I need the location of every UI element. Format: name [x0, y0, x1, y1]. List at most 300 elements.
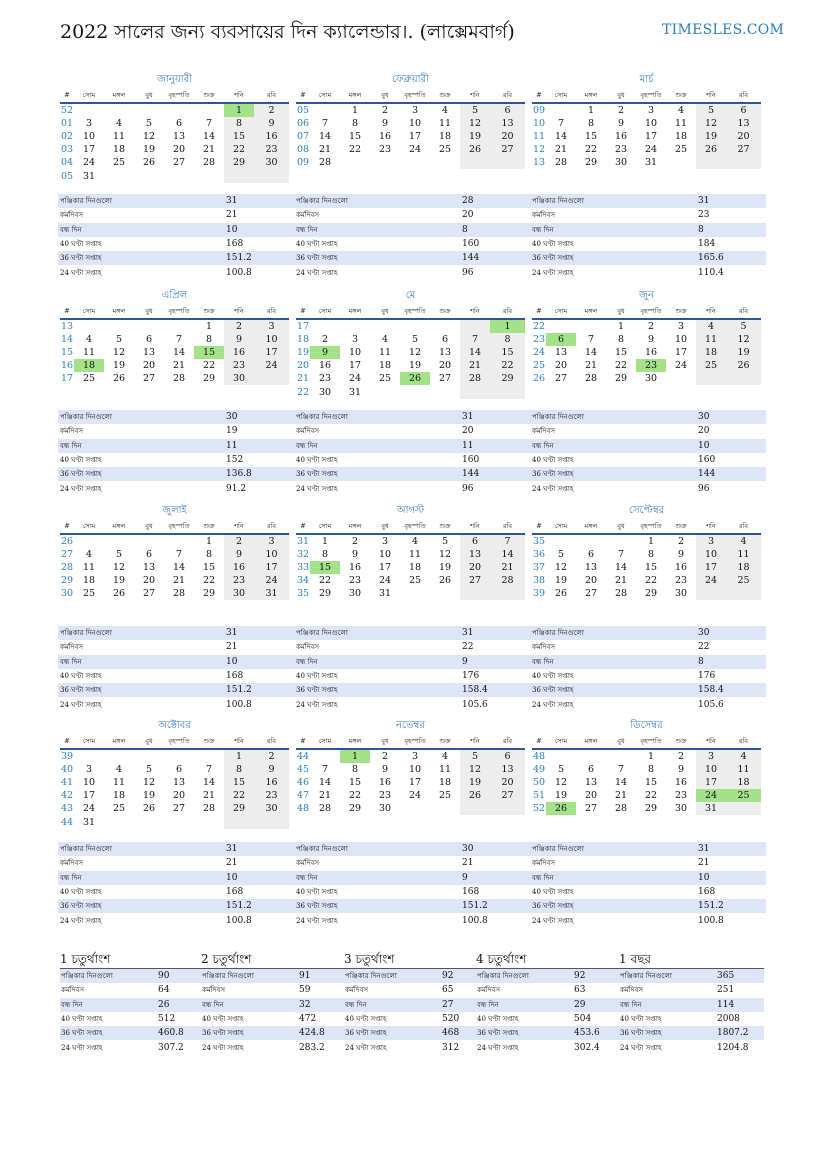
day-cell[interactable]: 11 — [112, 131, 126, 143]
day-cell[interactable]: 27 — [172, 157, 186, 169]
day-cell[interactable]: 15 — [224, 776, 254, 789]
day-cell[interactable]: 25 — [408, 575, 422, 587]
day-cell[interactable]: 8 — [617, 334, 625, 346]
day-cell[interactable]: 14 — [614, 777, 628, 789]
month-name[interactable]: অক্টোবর — [158, 720, 191, 731]
day-cell[interactable]: 2 — [351, 536, 359, 548]
day-cell[interactable]: 13 — [142, 347, 156, 359]
day-cell[interactable]: 3 — [411, 751, 419, 763]
day-cell[interactable]: 23 — [636, 359, 666, 372]
day-cell[interactable]: 18 — [726, 561, 761, 574]
day-cell[interactable]: 28 — [318, 803, 332, 815]
day-cell[interactable]: 29 — [644, 803, 658, 815]
day-cell[interactable]: 15 — [310, 561, 340, 574]
day-cell[interactable]: 18 — [408, 562, 422, 574]
day-cell[interactable]: 9 — [677, 764, 685, 776]
day-cell[interactable]: 6 — [490, 749, 525, 763]
day-cell[interactable]: 20 — [438, 360, 452, 372]
day-cell[interactable]: 24 — [696, 789, 726, 802]
day-cell[interactable]: 17 — [696, 776, 726, 789]
day-cell[interactable]: 19 — [142, 144, 156, 156]
day-cell[interactable]: 1 — [224, 103, 254, 117]
day-cell[interactable]: 6 — [145, 334, 153, 346]
day-cell[interactable]: 24 — [696, 574, 726, 587]
day-cell[interactable]: 4 — [115, 764, 123, 776]
day-cell[interactable]: 19 — [142, 790, 156, 802]
day-cell[interactable]: 10 — [408, 764, 422, 776]
day-cell[interactable]: 25 — [696, 359, 726, 372]
day-cell[interactable]: 27 — [142, 588, 156, 600]
day-cell[interactable]: 12 — [554, 562, 568, 574]
day-cell[interactable]: 5 — [557, 549, 565, 561]
day-cell[interactable]: 12 — [408, 347, 422, 359]
day-cell[interactable]: 6 — [441, 334, 449, 346]
day-cell[interactable]: 22 — [202, 360, 216, 372]
day-cell[interactable]: 22 — [202, 575, 216, 587]
day-cell[interactable]: 16 — [674, 777, 688, 789]
day-cell[interactable]: 8 — [351, 118, 359, 130]
day-cell[interactable]: 23 — [224, 359, 254, 372]
day-cell[interactable]: 17 — [696, 561, 726, 574]
day-cell[interactable]: 2 — [254, 749, 289, 763]
day-cell[interactable]: 28 — [490, 574, 525, 587]
day-cell[interactable]: 5 — [441, 536, 449, 548]
day-cell[interactable]: 22 — [348, 144, 362, 156]
day-cell[interactable]: 25 — [438, 790, 452, 802]
day-cell[interactable]: 23 — [614, 144, 628, 156]
day-cell[interactable]: 27 — [172, 803, 186, 815]
day-cell[interactable]: 29 — [584, 157, 598, 169]
day-cell[interactable]: 3 — [85, 118, 93, 130]
day-cell[interactable]: 28 — [584, 373, 598, 385]
day-cell[interactable]: 29 — [614, 373, 628, 385]
day-cell[interactable]: 13 — [172, 131, 186, 143]
day-cell[interactable]: 9 — [254, 117, 289, 130]
day-cell[interactable]: 8 — [205, 334, 213, 346]
day-cell[interactable]: 11 — [438, 118, 452, 130]
day-cell[interactable]: 23 — [318, 373, 332, 385]
day-cell[interactable]: 21 — [584, 360, 598, 372]
day-cell[interactable]: 9 — [351, 549, 359, 561]
day-cell[interactable]: 16 — [644, 347, 658, 359]
day-cell[interactable]: 22 — [644, 575, 658, 587]
brand-logo[interactable]: TIMESLES.COM — [662, 22, 785, 38]
day-cell[interactable]: 7 — [460, 333, 490, 346]
day-cell[interactable]: 7 — [175, 334, 183, 346]
day-cell[interactable]: 26 — [142, 157, 156, 169]
day-cell[interactable]: 29 — [202, 588, 216, 600]
day-cell[interactable]: 28 — [172, 373, 186, 385]
day-cell[interactable]: 10 — [696, 763, 726, 776]
day-cell[interactable]: 21 — [202, 144, 216, 156]
day-cell[interactable]: 14 — [554, 131, 568, 143]
day-cell[interactable]: 17 — [254, 561, 289, 574]
day-cell[interactable]: 22 — [348, 790, 362, 802]
day-cell[interactable]: 9 — [647, 334, 655, 346]
day-cell[interactable]: 31 — [254, 587, 289, 600]
day-cell[interactable]: 11 — [726, 763, 761, 776]
day-cell[interactable]: 31 — [348, 386, 362, 398]
day-cell[interactable]: 13 — [554, 347, 568, 359]
day-cell[interactable]: 9 — [677, 549, 685, 561]
day-cell[interactable]: 9 — [254, 763, 289, 776]
day-cell[interactable]: 7 — [205, 118, 213, 130]
day-cell[interactable]: 15 — [348, 777, 362, 789]
day-cell[interactable]: 15 — [202, 562, 216, 574]
day-cell[interactable]: 7 — [321, 764, 329, 776]
day-cell[interactable]: 2 — [677, 751, 685, 763]
day-cell[interactable]: 18 — [726, 776, 761, 789]
day-cell[interactable]: 10 — [254, 333, 289, 346]
day-cell[interactable]: 21 — [172, 575, 186, 587]
day-cell[interactable]: 4 — [441, 105, 449, 117]
day-cell[interactable]: 19 — [112, 575, 126, 587]
day-cell[interactable]: 7 — [617, 549, 625, 561]
day-cell[interactable]: 22 — [318, 575, 332, 587]
day-cell[interactable]: 3 — [381, 536, 389, 548]
day-cell[interactable]: 7 — [587, 334, 595, 346]
day-cell[interactable]: 5 — [115, 334, 123, 346]
day-cell[interactable]: 20 — [172, 790, 186, 802]
day-cell[interactable]: 15 — [584, 131, 598, 143]
day-cell[interactable]: 5 — [145, 118, 153, 130]
day-cell[interactable]: 23 — [378, 790, 392, 802]
day-cell[interactable]: 29 — [490, 372, 525, 385]
day-cell[interactable]: 11 — [378, 347, 392, 359]
day-cell[interactable]: 29 — [202, 373, 216, 385]
month-name[interactable]: নভেম্বর — [396, 720, 425, 731]
day-cell[interactable]: 26 — [460, 143, 490, 156]
day-cell[interactable]: 3 — [677, 321, 685, 333]
day-cell[interactable]: 21 — [318, 144, 332, 156]
day-cell[interactable]: 13 — [490, 763, 525, 776]
day-cell[interactable]: 17 — [348, 360, 362, 372]
day-cell[interactable]: 28 — [614, 803, 628, 815]
day-cell[interactable]: 29 — [224, 156, 254, 169]
day-cell[interactable]: 31 — [644, 157, 658, 169]
day-cell[interactable]: 8 — [587, 118, 595, 130]
day-cell[interactable]: 10 — [348, 347, 362, 359]
day-cell[interactable]: 21 — [614, 790, 628, 802]
day-cell[interactable]: 20 — [490, 776, 525, 789]
day-cell[interactable]: 1 — [224, 749, 254, 763]
day-cell[interactable]: 17 — [82, 144, 96, 156]
day-cell[interactable]: 1 — [351, 105, 359, 117]
day-cell[interactable]: 27 — [438, 373, 452, 385]
day-cell[interactable]: 5 — [411, 334, 419, 346]
day-cell[interactable]: 1 — [647, 536, 655, 548]
day-cell[interactable]: 11 — [438, 764, 452, 776]
day-cell[interactable]: 18 — [378, 360, 392, 372]
day-cell[interactable]: 14 — [318, 131, 332, 143]
day-cell[interactable]: 16 — [224, 561, 254, 574]
month-name[interactable]: ফেব্রুয়ারী — [392, 74, 429, 85]
day-cell[interactable]: 13 — [584, 777, 598, 789]
day-cell[interactable]: 12 — [142, 131, 156, 143]
day-cell[interactable]: 28 — [202, 803, 216, 815]
day-cell[interactable]: 22 — [224, 143, 254, 156]
day-cell[interactable]: 4 — [677, 105, 685, 117]
day-cell[interactable]: 5 — [115, 549, 123, 561]
day-cell[interactable]: 10 — [644, 118, 658, 130]
day-cell[interactable]: 19 — [112, 360, 126, 372]
day-cell[interactable]: 30 — [224, 372, 254, 385]
day-cell[interactable]: 27 — [142, 373, 156, 385]
day-cell[interactable]: 8 — [647, 764, 655, 776]
day-cell[interactable]: 17 — [674, 347, 688, 359]
day-cell[interactable]: 20 — [142, 575, 156, 587]
day-cell[interactable]: 6 — [175, 764, 183, 776]
day-cell[interactable]: 18 — [438, 777, 452, 789]
day-cell[interactable]: 28 — [202, 157, 216, 169]
day-cell[interactable]: 21 — [554, 144, 568, 156]
day-cell[interactable]: 30 — [614, 157, 628, 169]
day-cell[interactable]: 17 — [82, 790, 96, 802]
day-cell[interactable]: 21 — [202, 790, 216, 802]
day-cell[interactable]: 11 — [82, 347, 96, 359]
day-cell[interactable]: 29 — [224, 802, 254, 815]
day-cell[interactable]: 13 — [172, 777, 186, 789]
day-cell[interactable]: 24 — [82, 157, 96, 169]
day-cell[interactable]: 25 — [82, 373, 96, 385]
day-cell[interactable]: 10 — [254, 548, 289, 561]
day-cell[interactable]: 7 — [205, 764, 213, 776]
day-cell[interactable]: 13 — [460, 548, 490, 561]
day-cell[interactable]: 24 — [378, 575, 392, 587]
day-cell[interactable]: 12 — [696, 117, 726, 130]
day-cell[interactable]: 16 — [378, 777, 392, 789]
day-cell[interactable]: 21 — [318, 790, 332, 802]
day-cell[interactable]: 16 — [254, 776, 289, 789]
day-cell[interactable]: 14 — [614, 562, 628, 574]
day-cell[interactable]: 14 — [202, 777, 216, 789]
day-cell[interactable]: 23 — [254, 789, 289, 802]
day-cell[interactable]: 16 — [348, 562, 362, 574]
day-cell[interactable]: 21 — [172, 360, 186, 372]
day-cell[interactable]: 15 — [644, 562, 658, 574]
day-cell[interactable]: 20 — [584, 790, 598, 802]
day-cell[interactable]: 27 — [726, 143, 761, 156]
month-name[interactable]: ডিসেম্বর — [630, 720, 663, 731]
day-cell[interactable]: 17 — [408, 777, 422, 789]
day-cell[interactable]: 18 — [112, 144, 126, 156]
day-cell[interactable]: 27 — [490, 789, 525, 802]
day-cell[interactable]: 4 — [85, 549, 93, 561]
day-cell[interactable]: 9 — [381, 764, 389, 776]
day-cell[interactable]: 2 — [381, 751, 389, 763]
day-cell[interactable]: 18 — [112, 790, 126, 802]
month-name[interactable]: এপ্রিল — [161, 290, 188, 301]
day-cell[interactable]: 11 — [696, 333, 726, 346]
day-cell[interactable]: 7 — [175, 549, 183, 561]
day-cell[interactable]: 23 — [348, 575, 362, 587]
day-cell[interactable]: 8 — [224, 763, 254, 776]
day-cell[interactable]: 2 — [224, 319, 254, 333]
day-cell[interactable]: 20 — [726, 130, 761, 143]
day-cell[interactable]: 17 — [254, 346, 289, 359]
day-cell[interactable]: 26 — [726, 359, 761, 372]
day-cell[interactable]: 19 — [408, 360, 422, 372]
day-cell[interactable]: 20 — [554, 360, 568, 372]
day-cell[interactable]: 25 — [726, 789, 761, 802]
day-cell[interactable]: 1 — [205, 321, 213, 333]
day-cell[interactable]: 15 — [348, 131, 362, 143]
day-cell[interactable]: 14 — [172, 347, 186, 359]
day-cell[interactable]: 20 — [460, 561, 490, 574]
day-cell[interactable]: 26 — [112, 588, 126, 600]
day-cell[interactable]: 8 — [490, 333, 525, 346]
day-cell[interactable]: 13 — [438, 347, 452, 359]
day-cell[interactable]: 29 — [644, 588, 658, 600]
day-cell[interactable]: 2 — [617, 105, 625, 117]
day-cell[interactable]: 3 — [696, 534, 726, 548]
day-cell[interactable]: 6 — [587, 764, 595, 776]
day-cell[interactable]: 14 — [460, 346, 490, 359]
day-cell[interactable]: 8 — [205, 549, 213, 561]
day-cell[interactable]: 24 — [254, 359, 289, 372]
day-cell[interactable]: 4 — [411, 536, 419, 548]
day-cell[interactable]: 1 — [340, 749, 370, 763]
day-cell[interactable]: 16 — [318, 360, 332, 372]
day-cell[interactable]: 21 — [490, 561, 525, 574]
day-cell[interactable]: 15 — [224, 130, 254, 143]
day-cell[interactable]: 4 — [696, 319, 726, 333]
day-cell[interactable]: 10 — [696, 548, 726, 561]
day-cell[interactable]: 24 — [674, 360, 688, 372]
day-cell[interactable]: 11 — [82, 562, 96, 574]
day-cell[interactable]: 30 — [674, 588, 688, 600]
day-cell[interactable]: 5 — [460, 103, 490, 117]
day-cell[interactable]: 1 — [205, 536, 213, 548]
day-cell[interactable]: 12 — [112, 562, 126, 574]
day-cell[interactable]: 19 — [696, 130, 726, 143]
day-cell[interactable]: 23 — [254, 143, 289, 156]
day-cell[interactable]: 12 — [554, 777, 568, 789]
day-cell[interactable]: 26 — [460, 789, 490, 802]
day-cell[interactable]: 1 — [490, 319, 525, 333]
day-cell[interactable]: 5 — [557, 764, 565, 776]
day-cell[interactable]: 23 — [224, 574, 254, 587]
day-cell[interactable]: 17 — [644, 131, 658, 143]
day-cell[interactable]: 24 — [254, 574, 289, 587]
day-cell[interactable]: 30 — [254, 156, 289, 169]
day-cell[interactable]: 27 — [584, 588, 598, 600]
day-cell[interactable]: 14 — [490, 548, 525, 561]
day-cell[interactable]: 1 — [587, 105, 595, 117]
day-cell[interactable]: 24 — [408, 790, 422, 802]
day-cell[interactable]: 20 — [490, 130, 525, 143]
day-cell[interactable]: 27 — [490, 143, 525, 156]
day-cell[interactable]: 19 — [460, 776, 490, 789]
day-cell[interactable]: 23 — [674, 790, 688, 802]
day-cell[interactable]: 7 — [617, 764, 625, 776]
day-cell[interactable]: 30 — [378, 803, 392, 815]
day-cell[interactable]: 22 — [490, 359, 525, 372]
day-cell[interactable]: 4 — [381, 334, 389, 346]
day-cell[interactable]: 8 — [224, 117, 254, 130]
day-cell[interactable]: 26 — [112, 373, 126, 385]
day-cell[interactable]: 2 — [381, 105, 389, 117]
day-cell[interactable]: 4 — [441, 751, 449, 763]
day-cell[interactable]: 1 — [647, 751, 655, 763]
day-cell[interactable]: 12 — [726, 333, 761, 346]
month-name[interactable]: জুন — [639, 290, 654, 301]
day-cell[interactable]: 24 — [644, 144, 658, 156]
day-cell[interactable]: 25 — [112, 157, 126, 169]
day-cell[interactable]: 20 — [142, 360, 156, 372]
month-name[interactable]: মার্চ — [639, 74, 654, 85]
day-cell[interactable]: 25 — [726, 574, 761, 587]
day-cell[interactable]: 12 — [438, 549, 452, 561]
day-cell[interactable]: 20 — [172, 144, 186, 156]
day-cell[interactable]: 7 — [321, 118, 329, 130]
day-cell[interactable]: 19 — [460, 130, 490, 143]
day-cell[interactable]: 30 — [348, 588, 362, 600]
day-cell[interactable]: 6 — [460, 534, 490, 548]
day-cell[interactable]: 30 — [254, 802, 289, 815]
day-cell[interactable]: 1 — [321, 536, 329, 548]
day-cell[interactable]: 19 — [554, 790, 568, 802]
day-cell[interactable]: 28 — [172, 588, 186, 600]
day-cell[interactable]: 8 — [321, 549, 329, 561]
day-cell[interactable]: 26 — [546, 802, 576, 815]
day-cell[interactable]: 19 — [554, 575, 568, 587]
day-cell[interactable]: 30 — [224, 587, 254, 600]
day-cell[interactable]: 14 — [584, 347, 598, 359]
day-cell[interactable]: 12 — [460, 117, 490, 130]
day-cell[interactable]: 25 — [82, 588, 96, 600]
day-cell[interactable]: 4 — [85, 334, 93, 346]
day-cell[interactable]: 10 — [378, 549, 392, 561]
day-cell[interactable]: 8 — [647, 549, 655, 561]
day-cell[interactable]: 26 — [696, 143, 726, 156]
day-cell[interactable]: 1 — [617, 321, 625, 333]
day-cell[interactable]: 22 — [644, 790, 658, 802]
day-cell[interactable]: 3 — [647, 105, 655, 117]
day-cell[interactable]: 15 — [194, 346, 224, 359]
day-cell[interactable]: 24 — [348, 373, 362, 385]
day-cell[interactable]: 14 — [318, 777, 332, 789]
day-cell[interactable]: 26 — [554, 588, 568, 600]
day-cell[interactable]: 24 — [82, 803, 96, 815]
month-name[interactable]: মে — [405, 290, 416, 301]
day-cell[interactable]: 13 — [726, 117, 761, 130]
day-cell[interactable]: 27 — [460, 574, 490, 587]
day-cell[interactable]: 22 — [584, 144, 598, 156]
day-cell[interactable]: 20 — [584, 575, 598, 587]
day-cell[interactable]: 6 — [175, 118, 183, 130]
day-cell[interactable]: 10 — [82, 131, 96, 143]
day-cell[interactable]: 28 — [460, 372, 490, 385]
day-cell[interactable]: 18 — [438, 131, 452, 143]
day-cell[interactable]: 13 — [584, 562, 598, 574]
day-cell[interactable]: 5 — [726, 319, 761, 333]
day-cell[interactable]: 13 — [142, 562, 156, 574]
day-cell[interactable]: 31 — [696, 802, 726, 815]
day-cell[interactable]: 22 — [224, 789, 254, 802]
day-cell[interactable]: 10 — [674, 334, 688, 346]
day-cell[interactable]: 18 — [82, 575, 96, 587]
day-cell[interactable]: 3 — [254, 534, 289, 548]
day-cell[interactable]: 3 — [696, 749, 726, 763]
day-cell[interactable]: 9 — [224, 333, 254, 346]
day-cell[interactable]: 6 — [726, 103, 761, 117]
day-cell[interactable]: 12 — [142, 777, 156, 789]
day-cell[interactable]: 30 — [674, 803, 688, 815]
day-cell[interactable]: 18 — [74, 359, 104, 372]
day-cell[interactable]: 15 — [490, 346, 525, 359]
day-cell[interactable]: 31 — [82, 170, 96, 182]
